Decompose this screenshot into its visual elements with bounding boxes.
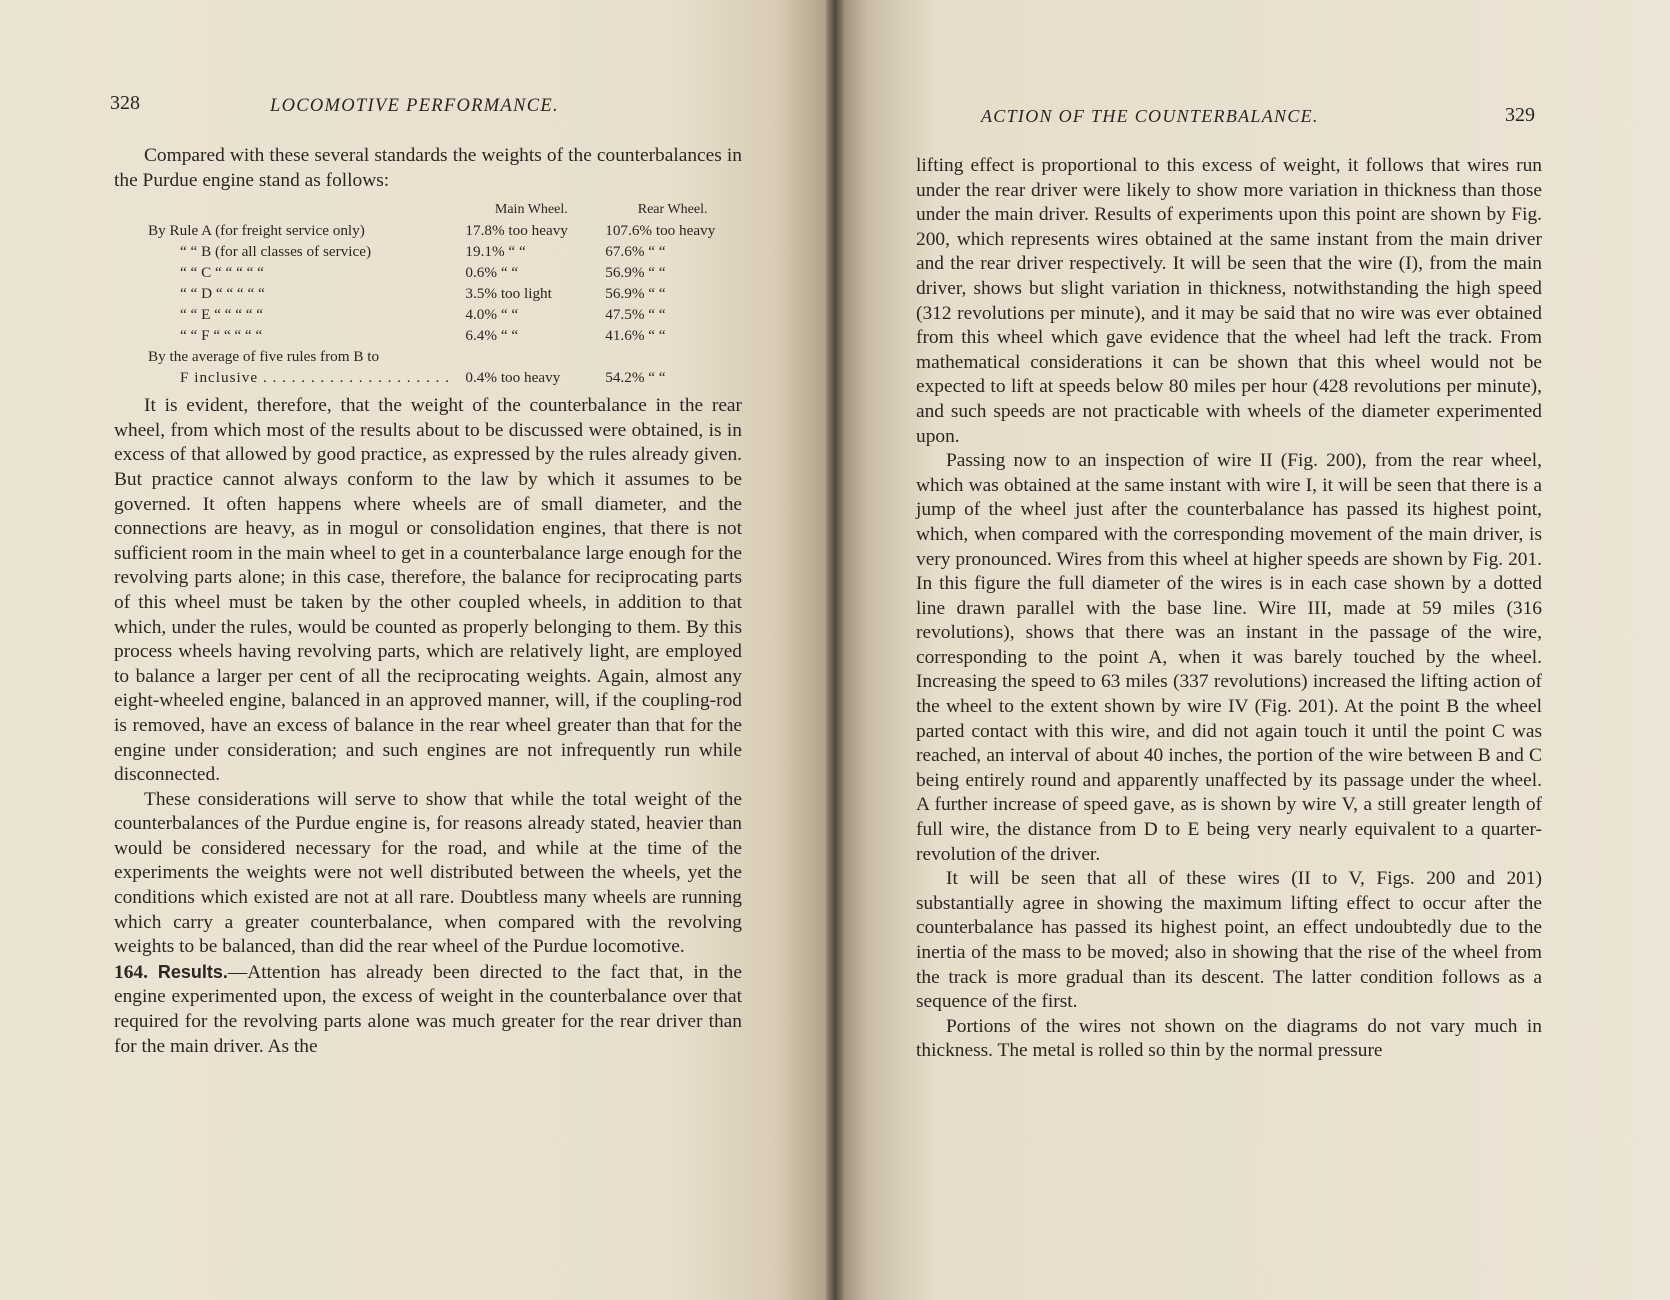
right-page-number: 329 [1505,104,1535,126]
table-row [144,346,744,367]
rear-cell: 41.6% “ “ [605,327,666,345]
section-paragraph [114,960,742,1059]
section-title: Results. [157,961,228,982]
rear-cell: 67.6% “ “ [605,243,666,261]
rear-cell: 56.9% “ “ [605,285,666,303]
section-number: 164. [114,961,148,983]
rule-cell: “ “ F “ “ “ “ “ [180,327,263,345]
main-cell: 0.4% too heavy [465,369,561,387]
paragraph: These considerations will serve to show that while the total weight of the counterbalances of the Purdue engine is, for reasons already stated, heavier than would be considered necessary for the road, and while at the time of the experiments the weights were not well distributed between the wheels, yet the conditions which existed are not at all rare. Doubtless many wheels are running which carry a greater counterbalance, when compared with the revolving weights to be balanced, than did the rear wheel of the Purdue locomotive. [114,788,742,958]
table-row [144,283,744,304]
rule-cell: “ “ E “ “ “ “ “ [180,306,264,324]
table-row [144,367,744,388]
paragraph: Passing now to an inspection of wire II (Fig. 200), from the rear wheel, which was obtained at the same instant with wire I, it will be seen that there is a jump of the wheel just after the counterbalance has passed its highest point, which, when compared with the corresponding movement of the main driver, is very pronounced. Wires from this wheel at higher speeds are shown by Fig. 201. In this figure the full diameter of the wires is in each case shown by a dotted line drawn parallel with the base line. Wire III, made at 59 miles (316 revolutions), shows that there was an instant in the passage of the wire, corresponding to the point A, when it was barely touched by the wheel. Increasing the speed to 63 miles (337 revolutions) increased the lifting action of the wheel to the extent shown by wire IV (Fig. 201). At the point B the wheel parted contact with this wire, and did not again touch it until the point C was reached, an interval of about 40 inches, the portion of the wire between B and C being entirely round and apparently unaffected by its passage under the wheel. A further increase of speed gave, as is shown by wire V, a still greater length of full wire, the distance from D to E being very nearly equivalent to a quarter-revolution of the driver. [916,450,1542,865]
table-row [144,304,744,325]
col-rear-wheel: Rear Wheel. [637,202,708,218]
table-row [144,325,744,346]
table-header-row [144,199,744,220]
intro-paragraph: Compared with these several standards the weights of the counterbalances in the Purdue engine stand as follows: [114,145,742,191]
average-label-cont: F inclusive . . . . . . . . . . . . . . . . . . . . [180,369,450,387]
rear-cell: 56.9% “ “ [605,264,666,282]
right-running-head: ACTION OF THE COUNTERBALANCE. [981,106,1319,126]
average-label: By the average of five rules from B to [148,348,380,366]
left-page-number: 328 [110,92,140,114]
section-text: —Attention has already been directed to the fact that, in the engine experimented upon, the excess of weight in the counterbalance over that required for the revolving parts alone was much greater for the rear driver than for the main driver. As the [114,961,742,1057]
col-main-wheel: Main Wheel. [494,202,568,218]
rule-cell: “ “ D “ “ “ “ “ [180,285,265,303]
paragraph: Portions of the wires not shown on the diagrams do not vary much in thickness. The metal is rolled so thin by the normal pressure [916,1015,1542,1062]
counterbalance-table [144,199,744,388]
table-row [144,262,744,283]
rear-cell: 54.2% “ “ [605,369,666,387]
left-body-text [114,144,742,1059]
main-cell: 17.8% too heavy [465,222,568,240]
left-running-head: LOCOMOTIVE PERFORMANCE. [270,96,559,116]
paragraph: lifting effect is proportional to this excess of weight, it follows that wires run under the rear driver were likely to show more variation in thickness than those under the main driver. Results of experiments upon this point are shown by Fig. 200, which represents wires obtained at the same instant from the main driver and the rear driver respectively. It will be seen that the wire (I), from the main driver, shows but slight variation in thickness, notwithstanding the high speed (312 revolutions per minute), and it may be said that no wire was ever obtained from this wheel which gave evidence that the wheel had left the track. From mathematical considerations it can be shown that this wheel would not be expected to lift at speeds below 80 miles per hour (428 revolutions per minute), and such speeds are not practicable with wheels of the diameter experimented upon. [916,155,1542,447]
rear-cell: 107.6% too heavy [605,222,716,240]
main-cell: 4.0% “ “ [465,306,519,324]
rule-cell: “ “ B (for all classes of service) [180,243,372,261]
right-body-text [916,154,1542,1064]
main-cell: 19.1% “ “ [465,243,526,261]
paragraph: It is evident, therefore, that the weight of the counterbalance in the rear wheel, from which most of the results about to be discussed were obtained, is in excess of that allowed by good practice, as expressed by the rules already given. But practice cannot always conform to the law by which it assumes to be governed. It often happens where wheels are of small diameter, and the connections are heavy, as in mogul or consolidation engines, that there is not sufficient room in the main wheel to get in a counterbalance large enough for the revolving parts alone; in this case, therefore, the balance for reciprocating parts of this wheel must be taken by the other coupled wheels, in addition to that which, under the rules, would be counted as properly belonging to them. By this process wheels having revolving parts, which are relatively light, are employed to balance a larger per cent of all the reciprocating weights. Again, almost any eight-wheeled engine, balanced in an approved manner, will, if the coupling-rod is removed, have an excess of balance in the rear wheel greater than that for the engine under consideration; and such engines are not infrequently run while disconnected. [114,395,742,786]
rear-cell: 47.5% “ “ [605,306,666,324]
paragraph: It will be seen that all of these wires (II to V, Figs. 200 and 201) substantially agree in showing the maximum lifting effect to occur after the counterbalance has passed its highest point, an effect undoubtedly due to the inertia of the mass to be moved; also in showing that the rise of the wheel from the track is more gradual than its descent. The latter condition follows as a sequence of the first. [916,868,1542,1013]
rule-cell: “ “ C “ “ “ “ “ [180,264,264,282]
main-cell: 3.5% too light [465,285,552,303]
table-row [144,220,744,241]
main-cell: 6.4% “ “ [465,327,519,345]
main-cell: 0.6% “ “ [465,264,519,282]
table-row [144,241,744,262]
book-gutter [826,0,844,1300]
rule-cell: By Rule A (for freight service only) [148,222,365,240]
